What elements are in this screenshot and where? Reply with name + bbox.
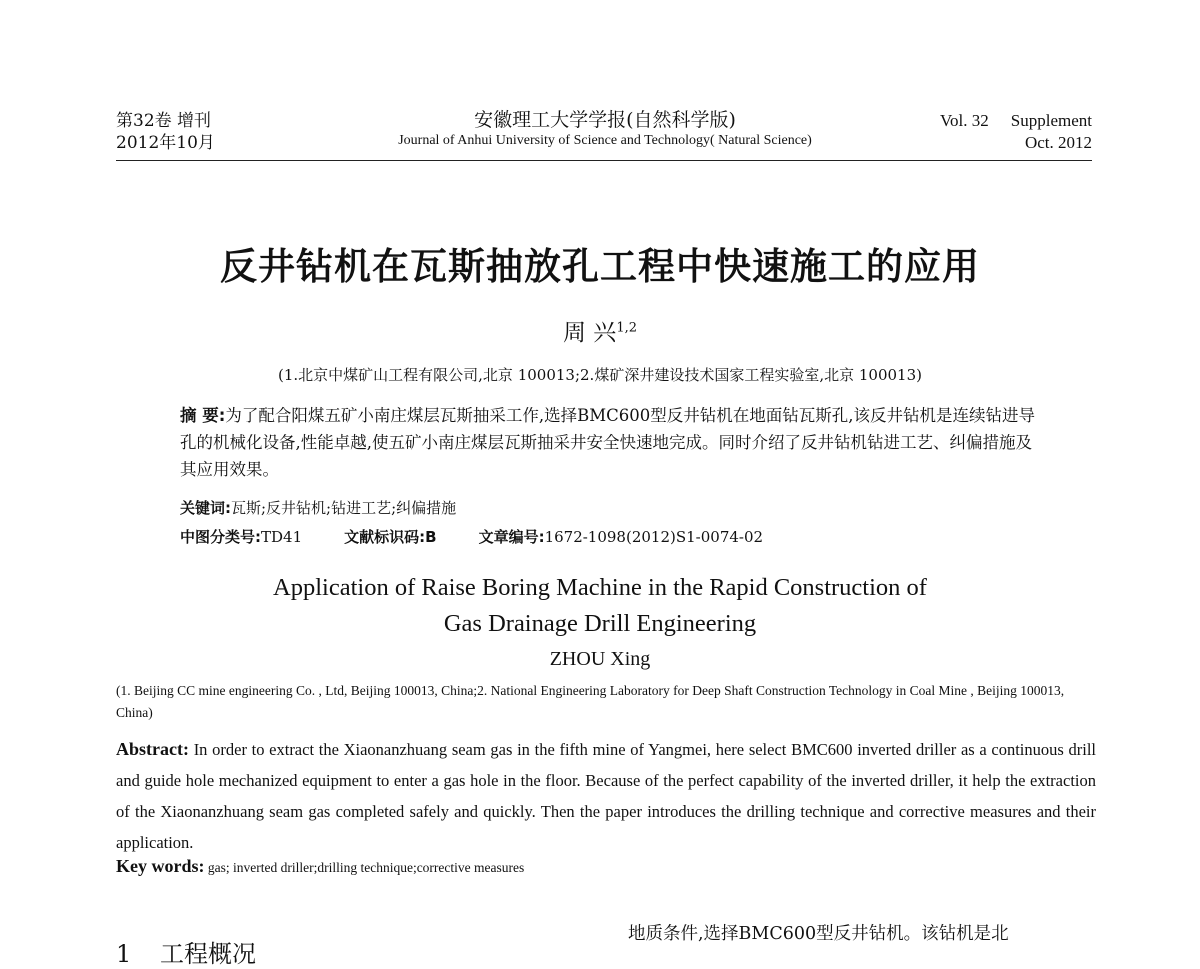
- article-no-value: 1672-1098(2012)S1-0074-02: [544, 528, 764, 546]
- body-right-column: [628, 918, 1096, 951]
- affiliation-cn: (1.北京中煤矿山工程有限公司,北京 100013;2.煤矿深井建设技术国家工程实验室,北京 100013): [278, 366, 922, 384]
- keywords-cn-text: 瓦斯;反井钻机;钻进工艺;纠偏措施: [231, 499, 457, 517]
- doc-code-value: B: [425, 528, 437, 546]
- keywords-en-label: Key words:: [116, 856, 205, 876]
- keywords-en: [116, 856, 524, 877]
- author-cn: [0, 314, 1200, 347]
- paper-title-en: [0, 570, 1200, 642]
- journal-name-cn: 安徽理工大学学报(自然科学版): [474, 109, 736, 131]
- journal-volume-en: [940, 110, 1092, 154]
- body-text-line: 地质条件,选择BMC600型反井钻机。该钻机是北: [628, 924, 1009, 944]
- author-en: ZHOU Xing: [549, 648, 651, 670]
- classification-line: [180, 526, 763, 547]
- abstract-cn: [180, 402, 1040, 483]
- volume-line: 第32卷 增刊: [116, 111, 212, 131]
- paper-title-en-line2: Gas Drainage Drill Engineering: [443, 610, 757, 637]
- journal-name-en: Journal of Anhui University of Science and Technology( Natural Science): [398, 133, 812, 148]
- section-heading: [116, 934, 256, 969]
- keywords-cn: [180, 497, 456, 518]
- abstract-en: [116, 734, 1096, 858]
- paper-title-cn: 反井钻机在瓦斯抽放孔工程中快速施工的应用: [220, 245, 980, 288]
- paper-title-en-line1: Application of Raise Boring Machine in the Rapid Construction of: [273, 574, 927, 601]
- date-en: Oct. 2012: [1024, 133, 1092, 152]
- author-cn-affil-marks: 1,2: [616, 320, 637, 336]
- article-no-label: 文章编号:: [478, 528, 545, 546]
- abstract-en-label: Abstract:: [116, 739, 189, 759]
- journal-name: [320, 108, 890, 150]
- date-line: 2012年10月: [116, 133, 215, 153]
- class-label: 中图分类号:: [180, 528, 261, 546]
- abstract-cn-text: 为了配合阳煤五矿小南庄煤层瓦斯抽采工作,选择BMC600型反井钻机在地面钻瓦斯孔,该反井钻机是连续钻进导孔的机械化设备,性能卓越,使五矿小南庄煤层瓦斯抽采井安全快速地完成。同时介绍了反井钻机钻进工艺、纠偏措施及其应用效果。: [180, 406, 1035, 479]
- author-cn-name: 周 兴: [563, 320, 617, 346]
- keywords-en-text: gas; inverted driller;drilling technique;corrective measures: [207, 860, 525, 875]
- journal-volume-issue: [116, 110, 215, 154]
- affiliation-en: (1. Beijing CC mine engineering Co. , Ltd, Beijing 100013, China;2. National Engineering Laboratory for Deep Shaft Construction Technology in Coal Mine , Beijing 100013, China): [116, 683, 1065, 720]
- abstract-cn-label: 摘 要:: [180, 406, 226, 425]
- doc-code-label: 文献标识码:: [344, 528, 426, 546]
- header-rule: [116, 160, 1092, 161]
- volume-supplement-line: [940, 110, 1092, 132]
- abstract-en-text: In order to extract the Xiaonanzhuang seam gas in the fifth mine of Yangmei, here select BMC600 inverted driller as a continuous drill and guide hole mechanized equipment to enter a gas hole in the floor. Because of the perfect capability of the inverted driller, it help the extraction of the Xiaonanzhuang seam gas completed safely and quickly. Then the paper introduces the drilling technique and corrective measures and their application.: [116, 740, 1097, 852]
- keywords-cn-label: 关键词:: [180, 499, 231, 517]
- supplement-en: Supplement: [1010, 111, 1092, 130]
- section-title: 工程概况: [160, 940, 256, 968]
- class-value: TD41: [261, 528, 303, 546]
- section-number: 1: [116, 940, 132, 968]
- volume-en: Vol. 32: [939, 111, 989, 130]
